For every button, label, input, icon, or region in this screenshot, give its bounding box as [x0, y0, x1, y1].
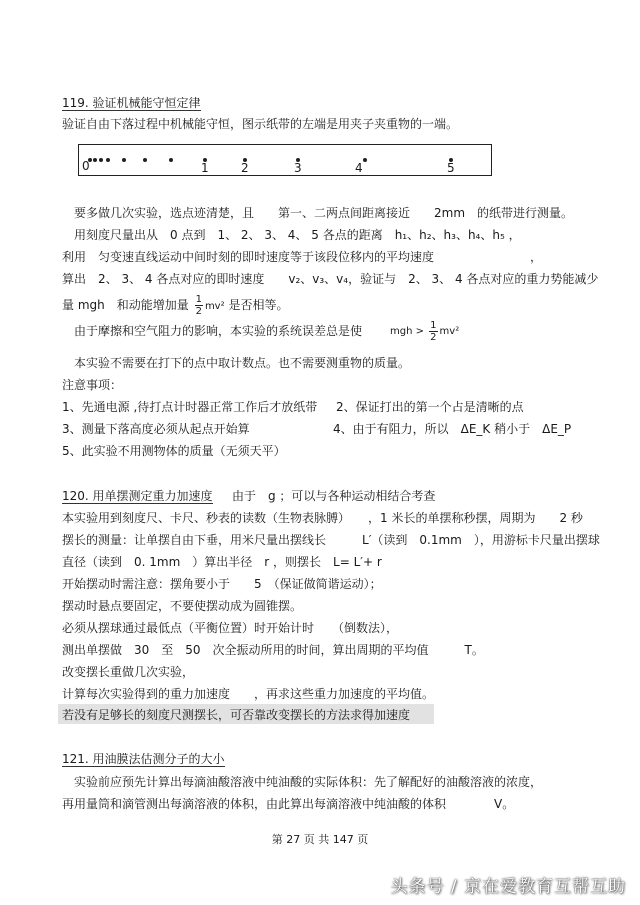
tape-label-4: 4 [355, 161, 363, 175]
s119-line-7: 本实验不需要在打下的点中取计数点。也不需要测重物的质量。 [74, 356, 411, 370]
s119-line-4: 算出 2、 3、 4 各点对应的即时速度 v₂、v₃、v₄，验证与 2、 3、 4 各点对应的重力势能减少 [62, 272, 599, 286]
note-3: 3、测量下落高度必须从起点开始算 [62, 422, 250, 436]
s119-line-5-b: 是否相等。 [228, 298, 289, 312]
s119-line-3: 利用 匀变速直线运动中间时刻的即时速度等于该段位移内的平均速度 ， [62, 250, 543, 264]
tape-label-3: 3 [294, 161, 302, 175]
s121-line-1: 实验前应预先计算出每滴油酸溶液中纯油酸的实际体积：先了解配好的油酸溶液的浓度， [74, 775, 543, 789]
tape-label-5: 5 [447, 161, 455, 175]
s119-line-6: 由于摩擦和空气阻力的影响，本实验的系统误差总是使 [74, 324, 363, 338]
watermark: 头条号 / 京在爱教育互帮互助 [390, 877, 626, 897]
s120-line-2: 摆长的测量：让单摆自由下垂，用米尺量出摆线长 L′（读到 0.1mm ），用游标卡尺量出摆球 [62, 533, 600, 547]
s119-line-2: 用刻度尺量出从 0 点到 1、 2、 3、 4、 5 各点的距离 h₁、h₂、h₃、h₄、h₅ ， [74, 228, 521, 242]
fraction-half: $\frac{1}{2}$ [430, 319, 437, 343]
kinetic-term: mv² [439, 326, 460, 337]
note-4: 4、由于有阻力，所以 ΔE_K 稍小于 ΔE_P [333, 422, 572, 436]
section-121-title: 121. 用油膜法估测分子的大小 [62, 752, 225, 766]
kinetic-term: mv² [204, 301, 225, 312]
s119-line-1: 要多做几次实验，选点迹清楚，且 第一、二两点间距离接近 2mm 的纸带进行测量。 [74, 206, 574, 220]
tape-dot [169, 158, 173, 162]
section-120-title: 120. 用单摆测定重力加速度 [62, 489, 213, 503]
s120-line-9: 计算每次实验得到的重力加速度 ，再求这些重力加速度的平均值。 [62, 687, 435, 701]
note-1: 1、先通电源 ,待打点计时器正常工作后才放纸带 [62, 400, 318, 414]
inequality-formula [390, 318, 459, 346]
tape-dot [143, 158, 147, 162]
formula-lhs: mgh > [390, 326, 424, 337]
fraction-half: $\frac{1}{2}$ [195, 294, 202, 317]
s120-line-1: 本实验用到刻度尺、卡尺、秒表的读数（生物表脉膊） ，1 米长的单摆称秒摆，周期为 2 秒 [62, 511, 583, 525]
note-5: 5、此实验不用测物体的质量（无须天平） [62, 444, 286, 458]
tape-dot [106, 158, 110, 162]
note-2: 2、保证打出的第一个占是清晰的点 [336, 400, 524, 414]
tape-label-0: 0 [82, 159, 90, 173]
s121-line-2: 再用量筒和滴管测出每滴溶液的体积，由此算出每滴溶液中纯油酸的体积 V。 [62, 797, 515, 811]
tape-dot [93, 158, 97, 162]
s120-line-7: 测出单摆做 30 至 50 次全振动所用的时间，算出周期的平均值 T。 [62, 643, 484, 657]
page-footer: 第 27 页 共 147 页 [271, 833, 369, 846]
tape-dot [99, 158, 103, 162]
s120-line-6: 必须从摆球通过最低点（平衡位置）时开始计时 （倒数法）， [62, 621, 399, 635]
s120-line-10: 若没有足够长的刻度尺测摆长，可否靠改变摆长的方法求得加速度 [62, 708, 411, 722]
s119-line-5 [62, 290, 288, 322]
s120-line-3: 直径（读到 0. 1mm ）算出半径 r ，则摆长 L= L′+ r [62, 555, 382, 569]
paper-tape-diagram [78, 144, 492, 176]
tape-dot [122, 158, 126, 162]
s120-line-5: 摆动时悬点要固定，不要使摆动成为圆锥摆。 [62, 599, 303, 613]
tape-dot [363, 158, 367, 162]
s120-title-tail: 由于 g ；可以与各种运动相结合考查 [232, 489, 436, 503]
notes-heading: 注意事项： [62, 378, 123, 392]
s120-line-8: 改变摆长重做几次实验， [62, 665, 195, 679]
tape-label-1: 1 [201, 161, 209, 175]
s120-line-4: 开始摆动时需注意：摆角要小于 5 （保证做简谐运动）； [62, 577, 382, 591]
tape-label-2: 2 [241, 161, 249, 175]
s119-intro: 验证自由下落过程中机械能守恒，图示纸带的左端是用夹子夹重物的一端。 [62, 117, 459, 131]
section-119-title: 119. 验证机械能守恒定律 [62, 96, 201, 110]
s119-line-5-a: 量 mgh 和动能增加量 [62, 298, 189, 312]
